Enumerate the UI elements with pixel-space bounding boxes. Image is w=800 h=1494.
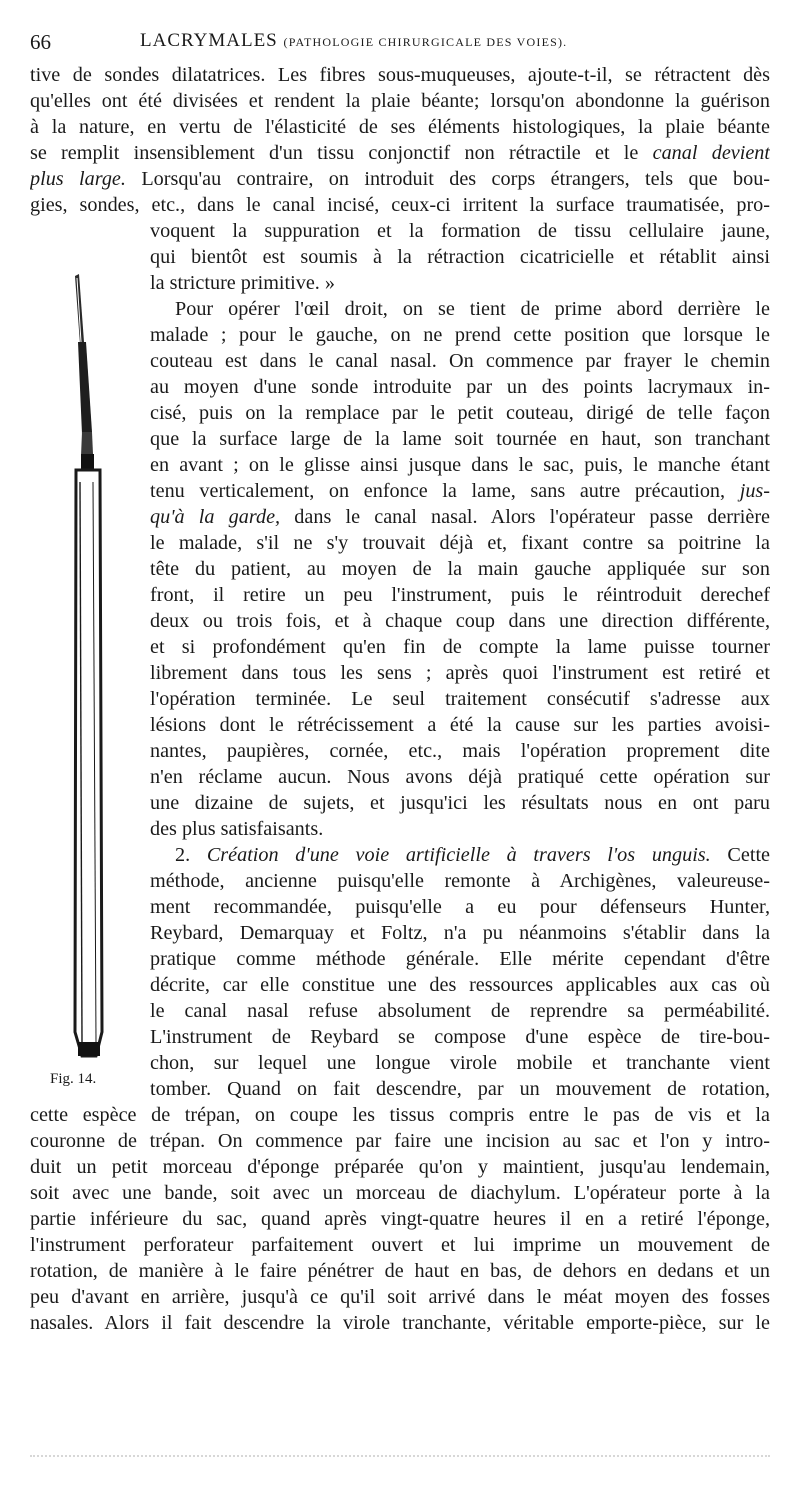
text-span: décrite, car elle constitue une des ressources applicables aux cas où: [150, 974, 770, 996]
text-line: [150, 998, 770, 1024]
text-span: duit un petit morceau d'éponge préparée qu'on y maintient, jusqu'au lendemain,: [30, 1156, 770, 1178]
text-span: qui bientôt est soumis à la rétraction cicatricielle et rétablit ainsi: [150, 246, 770, 268]
text-line: [150, 894, 770, 920]
text-span: tive de sondes dilatatrices. Les fibres sous-muqueuses, ajoute-t-il, se rétractent dès: [30, 64, 770, 86]
text-line: [150, 920, 770, 946]
italic-span: jus-: [739, 480, 770, 502]
text-line: [30, 1154, 770, 1180]
running-title-sub: (PATHOLOGIE CHIRURGICALE DES VOIES).: [283, 35, 568, 49]
text-span: partie inférieure du sac, quand après vingt-quatre heures il en a retiré l'éponge,: [30, 1208, 770, 1230]
text-line: [150, 426, 770, 452]
text-line: [30, 1232, 770, 1258]
bottom-bleed-marks: [30, 1455, 770, 1463]
text-line: [150, 218, 770, 244]
text-span: soit avec une bande, soit avec un morceau de diachylum. L'opérateur porte à la: [30, 1182, 770, 1204]
text-line: [150, 1024, 770, 1050]
text-line: [150, 634, 770, 660]
text-line: [30, 140, 770, 166]
text-line: [150, 452, 770, 478]
text-span: que la surface large de la lame soit tournée en haut, son tranchant: [150, 428, 770, 450]
text-span: dans le canal nasal. Alors l'opérateur passe derrière: [294, 506, 770, 528]
text-line: [150, 348, 770, 374]
text-line: [150, 270, 770, 296]
text-line: [175, 296, 770, 322]
text-span: tomber. Quand on fait descendre, par un mouvement de rotation,: [150, 1078, 770, 1100]
italic-span: plus large.: [30, 168, 126, 190]
text-line: [30, 1258, 770, 1284]
italic-span: Création d'une voie artificielle à travers l'os unguis.: [206, 844, 711, 866]
text-line: [150, 478, 770, 504]
text-span: front, il retire un peu l'instrument, puis le réintroduit derechef: [150, 584, 770, 606]
text-line: [150, 244, 770, 270]
text-line: [150, 868, 770, 894]
text-line: [150, 946, 770, 972]
text-span: en avant ; on le glisse ainsi jusque dans le sac, puis, le manche étant: [150, 454, 770, 476]
text-span: tête du patient, au moyen de la main gauche appliquée sur son: [150, 558, 770, 580]
text-span: l'opération terminée. Le seul traitement consécutif s'adresse aux: [150, 688, 770, 710]
text-line: [150, 556, 770, 582]
text-span: au moyen d'une sonde introduite par un des points lacrymaux in-: [150, 376, 770, 398]
text-line: [150, 608, 770, 634]
text-line: [30, 1128, 770, 1154]
text-span: lésions dont le rétrécissement a été la cause sur les parties avoisi-: [150, 714, 770, 736]
text-line: [30, 1102, 770, 1128]
italic-span: qu'à la garde,: [150, 506, 281, 528]
text-span: la stricture primitive. »: [150, 272, 335, 294]
text-line: [150, 1050, 770, 1076]
text-span: n'en réclame aucun. Nous avons déjà pratiqué cette opération sur: [150, 766, 770, 788]
text-span: des plus satisfaisants.: [150, 818, 324, 840]
text-line: [150, 660, 770, 686]
text-span: à la nature, en vertu de l'élasticité de ses éléments histologiques, la plaie béante: [30, 116, 770, 138]
text-span: nantes, paupières, cornée, etc., mais l'opération proprement dite: [150, 740, 770, 762]
text-line: [150, 582, 770, 608]
text-line: [30, 114, 770, 140]
text-span: ment recommandée, puisqu'elle a eu pour défenseurs Hunter,: [150, 896, 770, 918]
text-span: cette espèce de trépan, on coupe les tissus compris entre le pas de vis et la: [30, 1104, 770, 1126]
text-span: et si profondément qu'en fin de compte la lame puisse tourner: [150, 636, 770, 658]
text-line: [150, 322, 770, 348]
text-line: [30, 166, 770, 192]
text-line: [30, 88, 770, 114]
text-span: couronne de trépan. On commence par faire une incision au sac et l'on y intro-: [30, 1130, 770, 1152]
text-line: [150, 1076, 770, 1102]
running-title-main: LACRYMALES: [140, 30, 278, 51]
text-line: [150, 738, 770, 764]
text-line: [150, 504, 770, 530]
text-line: [30, 1206, 770, 1232]
text-line: [175, 842, 770, 868]
text-span: méthode, ancienne puisqu'elle remonte à Archigènes, valeureuse-: [150, 870, 770, 892]
text-span: chon, sur lequel une longue virole mobile et tranchante vient: [150, 1052, 770, 1074]
text-line: [30, 1180, 770, 1206]
running-title: [140, 30, 567, 52]
text-line: [150, 764, 770, 790]
text-line: [150, 972, 770, 998]
text-span: gies, sondes, etc., dans le canal incisé, ceux-ci irritent la surface traumatisée, pro-: [30, 194, 770, 216]
text-span: qu'elles ont été divisées et rendent la plaie béante; lorsqu'on abondonne la guérison: [30, 90, 770, 112]
text-span: rotation, de manière à le faire pénétrer de haut en bas, de dehors en dedans et un: [30, 1260, 770, 1282]
text-line: [150, 686, 770, 712]
text-line: [30, 1310, 770, 1336]
text-span: 2.: [175, 844, 191, 866]
text-line: [150, 374, 770, 400]
text-span: une dizaine de sujets, et jusqu'ici les résultats nous en ont paru: [150, 792, 770, 814]
text-span: le canal nasal refuse absolument de reprendre sa perméabilité.: [150, 1000, 770, 1022]
text-line: [150, 530, 770, 556]
text-line: [150, 790, 770, 816]
text-span: l'instrument perforateur parfaitement ouvert et lui imprime un mouvement de: [30, 1234, 770, 1256]
text-line: [150, 712, 770, 738]
text-line: [30, 192, 770, 218]
text-span: pratique comme méthode générale. Elle mérite cependant d'être: [150, 948, 770, 970]
text-line: [150, 400, 770, 426]
text-span: L'instrument de Reybard se compose d'une espèce de tire-bou-: [150, 1026, 770, 1048]
italic-span: canal devient: [652, 142, 770, 164]
running-header: [30, 30, 770, 60]
text-span: cisé, puis on la remplace par le petit couteau, dirigé de telle façon: [150, 402, 770, 424]
page-number: 66: [30, 30, 51, 54]
text-line: [30, 62, 770, 88]
text-span: librement dans tous les sens ; après quoi l'instrument est retiré et: [150, 662, 770, 684]
text-span: voquent la suppuration et la formation de tissu cellulaire jaune,: [150, 220, 770, 242]
text-span: couteau est dans le canal nasal. On commence par frayer le chemin: [150, 350, 770, 372]
text-span: malade ; pour le gauche, on ne prend cette position que lorsque le: [150, 324, 770, 346]
text-span: Pour opérer l'œil droit, on se tient de prime abord derrière le: [175, 298, 770, 320]
text-span: Reybard, Demarquay et Foltz, n'a pu néanmoins s'établir dans la: [150, 922, 770, 944]
text-span: se remplit insensiblement d'un tissu conjonctif non rétractile et le: [30, 142, 639, 164]
text-line: [30, 1284, 770, 1310]
figure-caption: Fig. 14.: [50, 1071, 97, 1087]
lacrimal-knife-illustration: [66, 272, 114, 1072]
text-span: peu d'avant en arrière, jusqu'à ce qu'il soit arrivé dans le méat moyen des fosses: [30, 1286, 770, 1308]
text-span: nasales. Alors il fait descendre la virole tranchante, véritable emporte-pièce, sur le: [30, 1312, 770, 1334]
text-span: deux ou trois fois, et à chaque coup dans une direction différente,: [150, 610, 770, 632]
text-line: [150, 816, 770, 842]
text-span: tenu verticalement, on enfonce la lame, sans autre précaution,: [150, 480, 726, 502]
text-span: Lorsqu'au contraire, on introduit des corps étrangers, tels que bou-: [141, 168, 770, 190]
text-span: le malade, s'il ne s'y trouvait déjà et, fixant contre sa poitrine la: [150, 532, 770, 554]
text-span: Cette: [727, 844, 770, 866]
